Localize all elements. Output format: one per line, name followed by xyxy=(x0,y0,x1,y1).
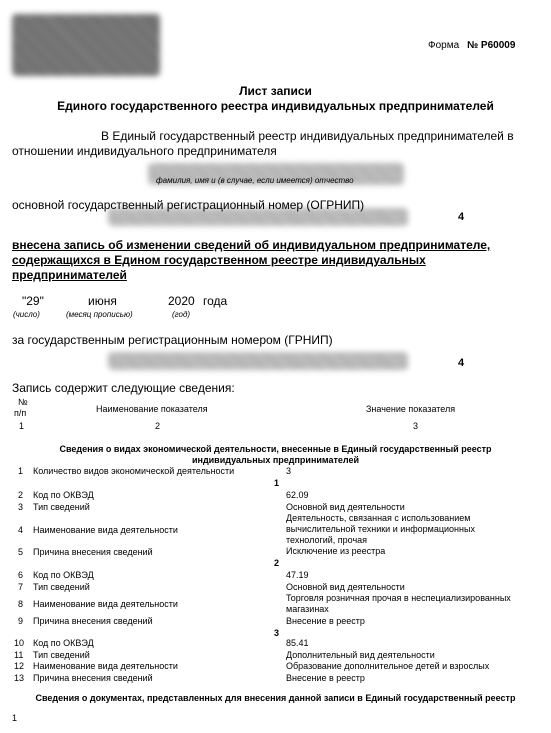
row-num: 4 xyxy=(18,525,24,535)
row-num: 7 xyxy=(18,582,24,592)
table-header-num-sub: п/п xyxy=(14,408,27,418)
row-value: Исключение из реестра xyxy=(286,546,386,556)
row-value: технологий, прочая xyxy=(286,535,368,545)
row-num: 2 xyxy=(18,490,24,500)
ogrnip-last-digit: 4 xyxy=(458,211,465,223)
group-number: 1 xyxy=(274,478,280,488)
intro-line-2: отношении индивидуального предпринимателя xyxy=(12,144,277,158)
entry-line-1: внесена запись об изменении сведений об индивидуальном предпринимателе, xyxy=(12,238,491,252)
entry-line-3: предпринимателей xyxy=(12,268,127,282)
row-num: 3 xyxy=(18,502,24,512)
row-name: Код по ОКВЭД xyxy=(33,638,94,648)
table-header-col2: 2 xyxy=(155,421,161,431)
row-value: 85.41 xyxy=(286,638,309,648)
table-header-num: № xyxy=(18,397,28,407)
row-name: Тип сведений xyxy=(33,650,90,660)
row-name: Причина внесения сведений xyxy=(33,547,153,557)
section-okved-title-1: Сведения о видах экономической деятельности, внесенные в Единый государственный реестр xyxy=(59,444,492,454)
row-num: 9 xyxy=(18,616,24,626)
redacted-stamp xyxy=(12,14,160,76)
grnip-last-digit: 4 xyxy=(458,357,465,369)
page-subtitle: Единого государственного реестра индивидуальных предпринимателей xyxy=(57,99,494,113)
row-value: Образование дополнительное детей и взрослых xyxy=(286,661,490,671)
row-name: Причина внесения сведений xyxy=(33,673,153,683)
grnip-label: за государственным регистрационным номером (ГРНИП) xyxy=(12,333,333,347)
row-value: Основной вид деятельности xyxy=(286,582,405,592)
row-name: Наименование вида деятельности xyxy=(33,661,178,671)
date-month-caption: (месяц прописью) xyxy=(66,310,133,319)
row-num: 8 xyxy=(18,599,24,609)
row-num: 10 xyxy=(14,638,25,648)
row-value: Внесение в реестр xyxy=(286,673,365,683)
row-name: Код по ОКВЭД xyxy=(33,490,94,500)
entry-line-2: содержащихся в Едином государственном реестре индивидуальных xyxy=(12,253,426,267)
row-name: Тип сведений xyxy=(33,502,90,512)
page-title: Лист записи xyxy=(239,84,312,98)
row-name: Наименование вида деятельности xyxy=(33,525,178,535)
date-day: "29" xyxy=(22,294,44,308)
ogrnip-label: основной государственный регистрационный номер (ОГРНИП) xyxy=(12,198,365,212)
row-name: Код по ОКВЭД xyxy=(33,570,94,580)
row-value: Торговля розничная прочая в неспециализированных xyxy=(286,593,511,603)
group-number: 2 xyxy=(274,558,280,568)
row-name: Тип сведений xyxy=(33,582,90,592)
row-value: Дополнительный вид деятельности xyxy=(286,650,435,660)
name-caption: фамилия, имя и (в случае, если имеется) отчество xyxy=(156,176,354,185)
row-name: Причина внесения сведений xyxy=(33,616,153,626)
row-value: вычислительной техники и информационных xyxy=(286,524,475,534)
group-number: 3 xyxy=(274,628,280,638)
table-header-value: Значение показателя xyxy=(366,404,456,414)
row-name: Наименование вида деятельности xyxy=(33,599,178,609)
intro-line-1: В Единый государственный реестр индивидуальных предпринимателей в xyxy=(101,129,514,143)
row-num: 6 xyxy=(18,570,24,580)
section-docs-first-num: 1 xyxy=(12,713,18,723)
row-value: Основной вид деятельности xyxy=(286,502,405,512)
table-header-name: Наименование показателя xyxy=(96,404,208,414)
section-okved-title-2: индивидуальных предпринимателей xyxy=(191,455,360,465)
row-num: 13 xyxy=(14,673,25,683)
date-year-word: года xyxy=(203,294,228,308)
row-num: 12 xyxy=(14,661,25,671)
table-header-col1: 1 xyxy=(19,421,25,431)
row-num: 1 xyxy=(18,466,24,476)
row-num: 11 xyxy=(14,650,24,660)
form-label: Форма xyxy=(428,40,460,51)
redacted-grnip xyxy=(108,352,408,370)
row-value: Внесение в реестр xyxy=(286,616,365,626)
row-value: 62.09 xyxy=(286,490,309,500)
section-docs-title: Сведения о документах, представленных для внесения данной записи в Единый государственный реестр xyxy=(35,693,516,703)
row-value: Деятельность, связанная с использованием xyxy=(286,513,471,523)
date-day-caption: (число) xyxy=(13,310,40,319)
date-year-caption: (год) xyxy=(172,310,191,319)
date-year: 2020 xyxy=(168,294,195,308)
row-num: 5 xyxy=(18,547,24,557)
row-value: магазинах xyxy=(286,604,329,614)
date-month: июня xyxy=(88,294,117,308)
form-number: № Р60009 xyxy=(467,40,516,51)
record-label: Запись содержит следующие сведения: xyxy=(12,381,235,395)
row-value: 3 xyxy=(286,466,292,476)
row-name: Количество видов экономической деятельности xyxy=(33,466,235,476)
table-header-col3: 3 xyxy=(413,421,419,431)
row-value: 47.19 xyxy=(286,570,309,580)
